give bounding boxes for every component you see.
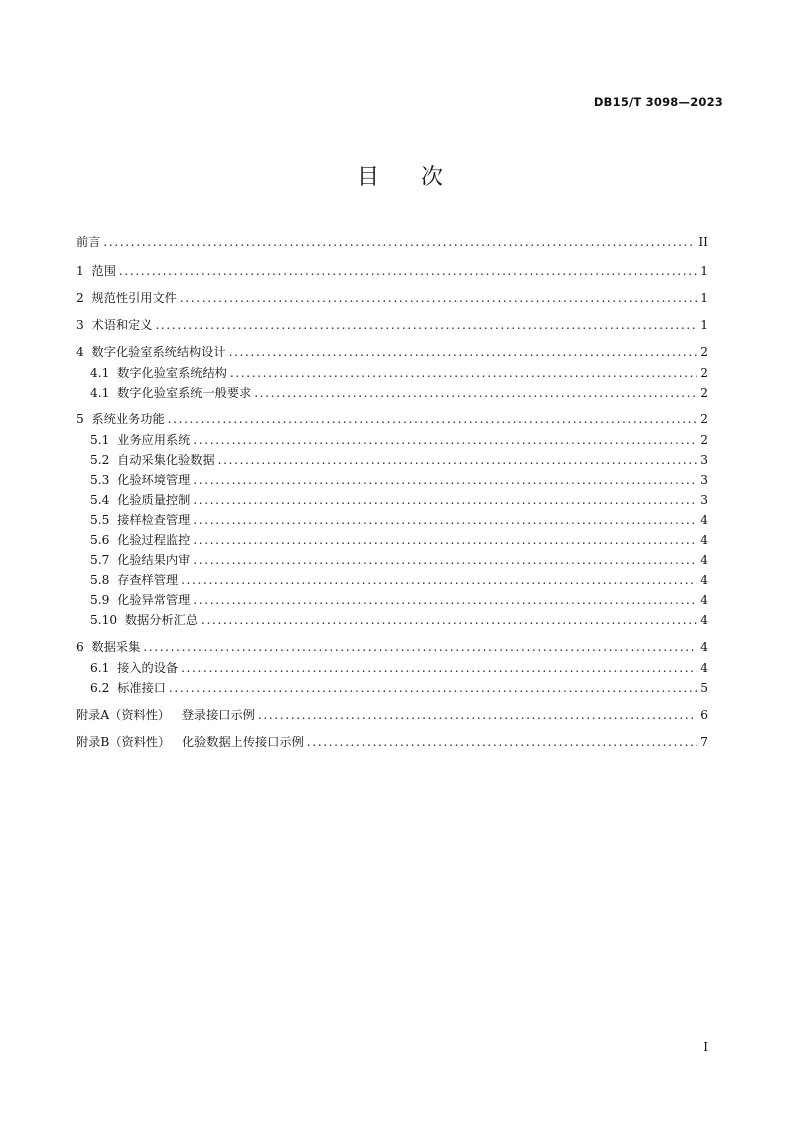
toc-entry-page: 4 [700, 553, 708, 567]
toc-dot-leader [193, 491, 697, 509]
toc-dot-leader [168, 410, 698, 428]
toc-dot-leader [103, 233, 695, 251]
toc-entry-label: 化验过程监控 [117, 533, 191, 547]
toc-entry[interactable] [90, 431, 708, 449]
toc-entry-label: 业务应用系统 [117, 433, 191, 447]
toc-entry[interactable] [90, 659, 708, 677]
toc-entry[interactable] [90, 551, 708, 569]
toc-dot-leader [229, 343, 698, 361]
toc-entry-number: 2 [76, 291, 92, 305]
toc-entry-number: 5.6 [90, 533, 118, 547]
toc-entry-number: 5.10 [90, 613, 125, 627]
toc-dot-leader [201, 611, 697, 629]
toc-dot-leader [193, 531, 697, 549]
toc-entry-number: 5.7 [90, 553, 118, 567]
toc-entry[interactable] [76, 289, 708, 307]
toc-entry-number: 6.1 [90, 661, 118, 675]
toc-entry[interactable] [76, 316, 708, 334]
toc-entry-label: 附录A（资料性） 登录接口示例 [76, 708, 255, 722]
toc-entry-page: 6 [700, 708, 708, 722]
toc-dot-leader [193, 511, 697, 529]
toc-entry[interactable] [90, 611, 708, 629]
toc-entry[interactable] [90, 531, 708, 549]
toc-dot-leader [181, 571, 697, 589]
toc-entry-number: 1 [76, 264, 92, 278]
toc-entry-label: 术语和定义 [91, 318, 153, 332]
toc-entry-label: 规范性引用文件 [91, 291, 177, 305]
toc-entry[interactable] [76, 233, 708, 251]
toc-entry[interactable] [90, 384, 708, 402]
toc-entry-page: 2 [700, 345, 708, 359]
toc-entry-label: 数字化验室系统结构 [117, 366, 227, 380]
toc-entry-label: 数据分析汇总 [124, 613, 199, 627]
title-char-1: 目 [356, 165, 379, 190]
toc-entry-page: 5 [700, 681, 708, 695]
toc-entry-page: 3 [700, 453, 708, 467]
toc-entry[interactable] [76, 343, 708, 361]
toc-entry[interactable] [90, 451, 708, 469]
toc-entry-number: 5.2 [90, 453, 118, 467]
toc-entry-label: 附录B（资料性） 化验数据上传接口示例 [76, 735, 304, 749]
toc-entry-number: 5 [76, 412, 92, 426]
toc-dot-leader [143, 638, 697, 656]
toc-entry-page: 7 [700, 735, 708, 749]
toc-entry-number: 5.8 [90, 573, 118, 587]
toc-entry-number: 6 [76, 640, 92, 654]
toc-entry-page: 4 [700, 593, 708, 607]
toc-entry[interactable] [90, 571, 708, 589]
toc-entry-label: 接样检查管理 [117, 513, 191, 527]
toc-dot-leader [230, 364, 697, 382]
toc-entry-page: 2 [700, 433, 708, 447]
toc-dot-leader [169, 679, 697, 697]
toc-dot-leader [180, 289, 697, 307]
toc-entry[interactable] [90, 491, 708, 509]
toc-entry-label: 数字化验室系统一般要求 [117, 386, 252, 400]
toc-entry-page: II [698, 235, 708, 249]
toc-entry-page: 3 [700, 493, 708, 507]
toc-entry-label: 数字化验室系统结构设计 [91, 345, 226, 359]
toc-entry-label: 标准接口 [117, 681, 166, 695]
toc-dot-leader [193, 591, 697, 609]
page-title [0, 160, 800, 191]
toc-entry[interactable] [76, 733, 708, 751]
toc-entry-number: 5.9 [90, 593, 118, 607]
title-char-2: 次 [421, 165, 444, 190]
toc-entry-page: 4 [700, 613, 708, 627]
toc-entry-label: 化验结果内审 [117, 553, 191, 567]
toc-entry-page: 2 [700, 386, 708, 400]
toc-entry-label: 化验异常管理 [117, 593, 191, 607]
toc-dot-leader [258, 706, 697, 724]
toc-entry-number: 5.4 [90, 493, 118, 507]
document-code: DB15/T 3098—2023 [593, 95, 723, 109]
toc-dot-leader [307, 733, 697, 751]
toc-entry[interactable] [90, 511, 708, 529]
toc-entry-number: 4.1 [90, 386, 118, 400]
toc-entry-label: 范围 [91, 264, 116, 278]
toc-entry-page: 1 [700, 318, 708, 332]
page-number: I [703, 1040, 708, 1054]
toc-dot-leader [155, 316, 697, 334]
toc-entry[interactable] [76, 262, 708, 280]
toc-entry-label: 化验环境管理 [117, 473, 191, 487]
toc-entry-page: 4 [700, 513, 708, 527]
toc-entry-number: 4.1 [90, 366, 118, 380]
toc-entry[interactable] [90, 364, 708, 382]
toc-dot-leader [193, 471, 697, 489]
toc-entry-page: 1 [700, 291, 708, 305]
toc-entry-label: 存查样管理 [117, 573, 179, 587]
toc-dot-leader [218, 451, 698, 469]
toc-entry[interactable] [90, 471, 708, 489]
toc-entry-label: 化验质量控制 [117, 493, 191, 507]
toc-dot-leader [119, 262, 697, 280]
toc-entry-label: 自动采集化验数据 [117, 453, 215, 467]
toc-entry[interactable] [76, 410, 708, 428]
toc-entry[interactable] [90, 679, 708, 697]
toc-entry[interactable] [90, 591, 708, 609]
toc-entry-number: 5.5 [90, 513, 118, 527]
toc-entry-label: 接入的设备 [117, 661, 179, 675]
toc-entry-label: 前言 [76, 235, 101, 249]
toc-entry[interactable] [76, 706, 708, 724]
toc-dot-leader [254, 384, 697, 402]
toc-entry-number: 4 [76, 345, 92, 359]
toc-entry-page: 2 [700, 412, 708, 426]
toc-dot-leader [181, 659, 697, 677]
toc-entry-number: 5.1 [90, 433, 118, 447]
toc-entry-number: 5.3 [90, 473, 118, 487]
toc-entry-page: 4 [700, 661, 708, 675]
toc-entry-page: 1 [700, 264, 708, 278]
toc-entry-page: 4 [700, 640, 708, 654]
toc-entry-number: 3 [76, 318, 92, 332]
toc-entry-label: 系统业务功能 [91, 412, 165, 426]
toc-entry-page: 4 [700, 533, 708, 547]
toc-dot-leader [193, 551, 697, 569]
toc-entry-number: 6.2 [90, 681, 118, 695]
toc-entry-page: 3 [700, 473, 708, 487]
toc-dot-leader [193, 431, 697, 449]
toc-entry-label: 数据采集 [91, 640, 141, 654]
toc-entry-page: 2 [700, 366, 708, 380]
toc-entry-page: 4 [700, 573, 708, 587]
toc-entry[interactable] [76, 638, 708, 656]
